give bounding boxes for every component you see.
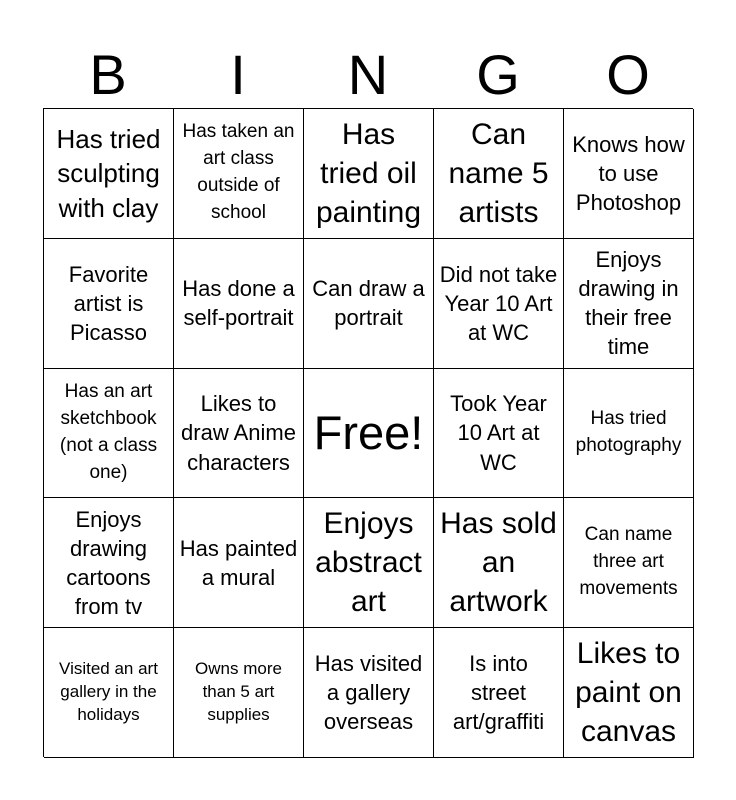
cell-text: Owns more than 5 art supplies bbox=[195, 659, 282, 725]
cell-text: Took Year 10 Art at WC bbox=[450, 391, 547, 475]
bingo-cell[interactable] bbox=[174, 239, 304, 369]
header-letter-i: I bbox=[230, 43, 246, 106]
bingo-cell[interactable] bbox=[44, 498, 174, 628]
cell-text: Enjoys abstract art bbox=[315, 507, 422, 619]
bingo-cell[interactable] bbox=[304, 239, 434, 369]
bingo-cell[interactable] bbox=[564, 628, 694, 758]
cell-text: Has an art sketchbook (not a class one) bbox=[59, 381, 158, 483]
bingo-cell[interactable] bbox=[434, 498, 564, 628]
free-space-text: Free! bbox=[313, 405, 424, 459]
header-letter-g: G bbox=[476, 43, 520, 106]
cell-text: Has tried oil painting bbox=[315, 117, 422, 229]
cell-text: Can draw a portrait bbox=[312, 276, 425, 331]
cell-text: Can name three art movements bbox=[579, 524, 678, 600]
cell-text: Has visited a gallery overseas bbox=[314, 651, 423, 735]
bingo-cell[interactable] bbox=[434, 369, 564, 499]
bingo-cell[interactable] bbox=[304, 109, 434, 239]
header-letter-n: N bbox=[347, 43, 389, 106]
bingo-cell[interactable] bbox=[564, 369, 694, 499]
cell-text: Has done a self-portrait bbox=[182, 276, 295, 331]
bingo-cell[interactable] bbox=[44, 369, 174, 499]
cell-text: Has painted a mural bbox=[179, 535, 298, 590]
bingo-cell[interactable] bbox=[304, 628, 434, 758]
cell-text: Can name 5 artists bbox=[448, 117, 549, 229]
cell-text: Has tried photography bbox=[575, 408, 682, 456]
bingo-cell[interactable] bbox=[564, 239, 694, 369]
cell-text: Likes to paint on canvas bbox=[575, 637, 682, 749]
header-letter-b: B bbox=[89, 43, 127, 106]
cell-text: Knows how to use Photoshop bbox=[572, 131, 685, 215]
bingo-cell[interactable] bbox=[434, 239, 564, 369]
bingo-cell[interactable] bbox=[304, 498, 434, 628]
bingo-cell[interactable] bbox=[564, 109, 694, 239]
cell-text: Has taken an art class outside of school bbox=[182, 121, 295, 224]
bingo-cell[interactable] bbox=[174, 109, 304, 239]
bingo-cell[interactable] bbox=[44, 628, 174, 758]
bingo-header bbox=[43, 42, 693, 108]
bingo-cell[interactable] bbox=[44, 239, 174, 369]
cell-text: Has sold an artwork bbox=[440, 507, 557, 619]
cell-text: Enjoys drawing in their free time bbox=[578, 247, 679, 360]
bingo-cell-free[interactable] bbox=[304, 369, 434, 499]
cell-text: Did not take Year 10 Art at WC bbox=[439, 261, 558, 345]
cell-text: Likes to draw Anime characters bbox=[181, 391, 296, 475]
cell-text: Visited an art gallery in the holidays bbox=[59, 659, 158, 725]
header-letter-o: O bbox=[606, 43, 650, 106]
bingo-cell[interactable] bbox=[44, 109, 174, 239]
bingo-cell[interactable] bbox=[434, 628, 564, 758]
bingo-cell[interactable] bbox=[434, 109, 564, 239]
cell-text: Has tried sculpting with clay bbox=[56, 123, 161, 223]
bingo-cell[interactable] bbox=[564, 498, 694, 628]
cell-text: Is into street art/graffiti bbox=[452, 651, 545, 735]
bingo-cell[interactable] bbox=[174, 628, 304, 758]
bingo-cell[interactable] bbox=[174, 498, 304, 628]
bingo-grid bbox=[43, 108, 693, 757]
cell-text: Enjoys drawing cartoons from tv bbox=[66, 506, 151, 619]
cell-text: Favorite artist is Picasso bbox=[68, 261, 149, 345]
bingo-cell[interactable] bbox=[174, 369, 304, 499]
